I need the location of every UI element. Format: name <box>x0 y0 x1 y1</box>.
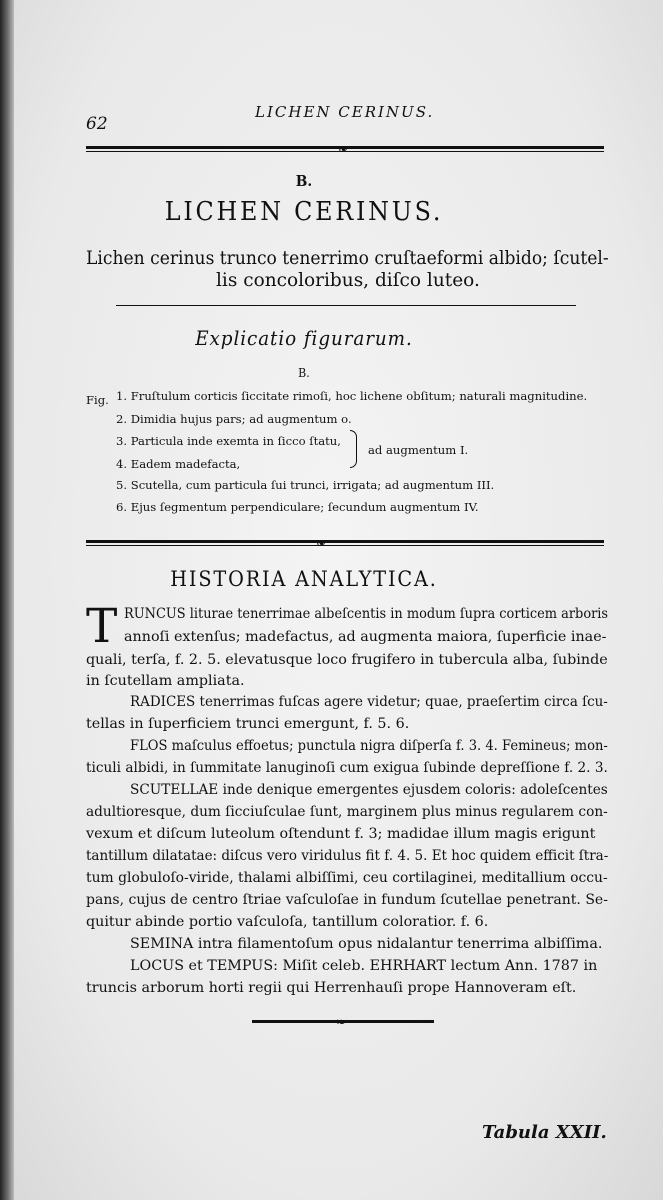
section-rule <box>86 540 604 543</box>
running-title: LICHEN CERINUS. <box>255 103 435 121</box>
brace-icon <box>350 430 357 468</box>
plate-reference: Tabula XXII. <box>482 1122 607 1143</box>
figure-item-4: 4. Eadem madefacta, <box>116 457 241 471</box>
figure-item-6: 6. Ejus ſegmentum perpendiculare; ſecundum augmentum IV. <box>116 500 479 514</box>
historia-line-10: adultioresque, dum ſicciuſculae ſunt, marginem plus minus regularem con- <box>86 804 608 820</box>
historia-line-18: truncis arborum horti regii qui Herrenhauſi prope Hannoveram eſt. <box>86 980 577 996</box>
drop-cap: T <box>86 599 118 654</box>
historia-line-5: RADICES tenerrimas fuſcas agere videtur; quae, praeſertim circa ſcu- <box>130 694 608 710</box>
historia-line-9: SCUTELLAE inde denique emergentes ejusdem coloris: adoleſcentes <box>130 782 608 798</box>
figure-item-3: 3. Particula inde exemta in ſicco ſtatu, <box>116 434 341 448</box>
historia-line-2: annoſi extenſus; madefactus, ad augmenta maiora, ſuperficie inae- <box>124 629 607 645</box>
historia-line-13: tum globuloſo-viride, thalami albiſſimi, ceu cortilaginei, meditallium occu- <box>86 870 608 886</box>
diagnosis-line-1: Lichen cerinus trunco tenerrimo cruſtaeformi albido; ſcutel- <box>86 248 609 269</box>
historia-line-4: in ſcutellam ampliata. <box>86 673 245 689</box>
historia-line-3: quali, terſa, f. 2. 5. elevatusque loco frugifero in tubercula alba, ſubinde <box>86 652 608 668</box>
historia-line-16: SEMINA intra filamentoſum opus nidalantur tenerrima albiſſima. <box>130 936 603 952</box>
figure-item-5: 5. Scutella, cum particula ſui trunci, irrigata; ad augmentum III. <box>116 478 495 492</box>
historia-line-15: quitur abinde portio vaſculoſa, tantillum coloratior. f. 6. <box>86 914 489 930</box>
historia-line-1: RUNCUS liturae tenerrimae albeſcentis in modum ſupra corticem arboris <box>124 606 609 622</box>
divider-rule <box>116 305 576 306</box>
figures-sub-letter: B. <box>298 366 310 380</box>
historia-line-12: tantillum dilatatae: diſcus vero viridulus fit f. 4. 5. Et hoc quidem efficit ſtra- <box>86 848 609 864</box>
figure-item-1: 1. Fruſtulum corticis ſiccitate rimoſi, hoc lichene obſitum; naturali magnitudine. <box>116 389 588 403</box>
brace-label: ad augmentum I. <box>368 443 469 457</box>
ornament-icon: ❧ <box>338 142 349 156</box>
historia-line-6: tellas in ſuperficiem trunci emergunt, f. 5. 6. <box>86 716 410 732</box>
figure-item-2: 2. Dimidia hujus pars; ad augmentum o. <box>116 412 352 426</box>
fig-label: Fig. <box>86 393 109 407</box>
page-number: 62 <box>86 114 108 134</box>
section-rule-thin <box>86 545 604 546</box>
historia-title: HISTORIA ANALYTICA. <box>170 567 438 591</box>
diagnosis-line-2: lis concoloribus, diſco luteo. <box>216 270 480 291</box>
ornament-icon: ❧ <box>336 1015 347 1029</box>
historia-line-8: ticuli albidi, in ſummitate lanuginoſi cum exigua ſubinde depreſſione f. 2. 3. <box>86 760 608 776</box>
page-title: LICHEN CERINUS. <box>164 197 444 227</box>
ornament-icon: ❧ <box>316 536 327 550</box>
figures-heading: Explicatio figurarum. <box>195 326 413 350</box>
historia-line-7: FLOS maſculus effoetus; punctula nigra diſperſa f. 3. 4. Femineus; mon- <box>130 738 608 754</box>
historia-line-14: pans, cujus de centro ſtriae vaſculoſae in fundum ſcutellae penetrant. Se- <box>86 892 608 908</box>
historia-line-17: LOCUS et TEMPUS: Miſit celeb. EHRHART lectum Ann. 1787 in <box>130 958 598 974</box>
section-letter: B. <box>295 172 313 190</box>
historia-line-11: vexum et diſcum luteolum oſtendunt f. 3; madidae illum magis erigunt <box>86 826 596 842</box>
